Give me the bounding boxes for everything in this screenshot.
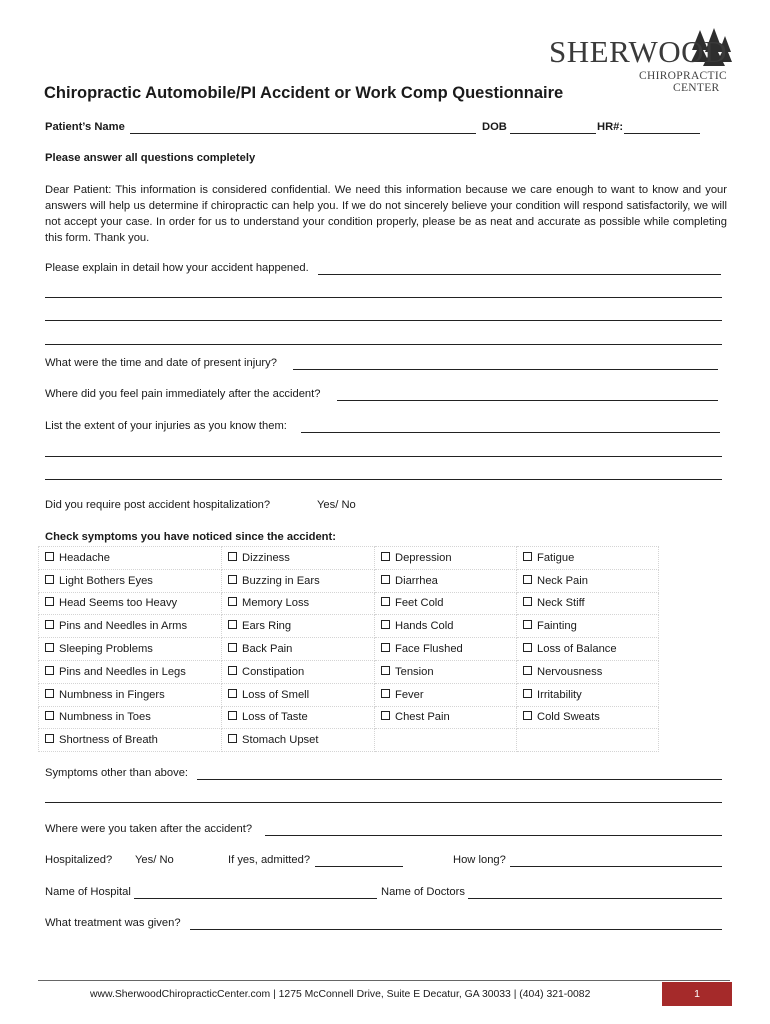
symptom-cell <box>39 729 222 752</box>
other-symptoms-field-line-2[interactable] <box>45 802 722 803</box>
symptom-cell <box>517 729 659 752</box>
symptom-cell <box>517 615 659 638</box>
symptom-cell <box>375 683 517 706</box>
symptom-row <box>39 729 659 752</box>
symptom-checkbox[interactable] <box>523 666 532 675</box>
page-number: 1 <box>662 982 732 1006</box>
extent-field-line-2[interactable] <box>45 456 722 457</box>
symptom-label: Light Bothers Eyes <box>59 574 153 587</box>
explain-field-line-2[interactable] <box>45 297 722 298</box>
symptom-cell <box>222 706 375 729</box>
symptom-cell <box>517 569 659 592</box>
symptoms-table <box>38 546 659 752</box>
page-title: Chiropractic Automobile/PI Accident or Work Comp Questionnaire <box>44 84 564 102</box>
symptom-label: Chest Pain <box>395 711 450 724</box>
treatment-label: What treatment was given? <box>45 917 181 929</box>
symptom-row <box>39 638 659 661</box>
symptom-row <box>39 683 659 706</box>
symptom-label: Tension <box>395 665 434 678</box>
symptom-label: Back Pain <box>242 643 293 656</box>
symptom-cell <box>517 706 659 729</box>
intro-paragraph: Dear Patient: This information is considered confidential. We need this information because we care enough to want to know and your answers will help us determine if chiropractic can help you. If we do not sincerely believe your condition will respond satisfactorily, we will not accept your case. In order for us to understand your condition properly, please be as neat and accurate as possible while completing this form. Thank you. <box>45 184 727 244</box>
doctors-field[interactable] <box>468 898 722 899</box>
symptom-label: Fainting <box>537 620 577 633</box>
symptom-label: Cold Sweats <box>537 711 600 724</box>
symptom-cell <box>375 569 517 592</box>
taken-field[interactable] <box>265 835 722 836</box>
doctors-label: Name of Doctors <box>381 886 465 898</box>
symptom-cell <box>375 592 517 615</box>
symptom-label: Pins and Needles in Legs <box>59 665 186 678</box>
symptom-label: Headache <box>59 551 111 564</box>
dob-label: DOB <box>482 121 507 133</box>
symptom-cell <box>222 683 375 706</box>
explain-field-line-3[interactable] <box>45 320 722 321</box>
symptom-checkbox[interactable] <box>381 666 390 675</box>
symptom-cell <box>39 547 222 570</box>
symptom-checkbox[interactable] <box>381 711 390 720</box>
symptom-label: Stomach Upset <box>242 734 319 747</box>
symptom-label: Sleeping Problems <box>59 643 153 656</box>
symptom-cell <box>517 683 659 706</box>
symptom-cell <box>517 547 659 570</box>
extent-field-line-3[interactable] <box>45 479 722 480</box>
treatment-field[interactable] <box>190 929 722 930</box>
symptom-cell <box>375 638 517 661</box>
admitted-label: If yes, admitted? <box>228 854 311 866</box>
symptom-checkbox[interactable] <box>381 552 390 561</box>
symptom-label: Memory Loss <box>242 597 310 610</box>
symptom-cell <box>375 706 517 729</box>
symptom-checkbox[interactable] <box>45 666 54 675</box>
symptom-checkbox[interactable] <box>523 643 532 652</box>
symptom-checkbox[interactable] <box>523 711 532 720</box>
time-date-label: What were the time and date of present injury? <box>45 357 277 369</box>
logo-subtitle-chiropractic: CHIROPRACTIC <box>639 70 727 82</box>
symptom-row <box>39 706 659 729</box>
symptom-checkbox[interactable] <box>228 575 237 584</box>
sherwood-logo <box>545 28 735 98</box>
symptom-cell <box>39 660 222 683</box>
symptom-checkbox[interactable] <box>45 597 54 606</box>
symptom-row <box>39 547 659 570</box>
hospital-name-field[interactable] <box>134 898 377 899</box>
symptom-cell <box>222 547 375 570</box>
symptom-checkbox[interactable] <box>228 666 237 675</box>
symptom-checkbox[interactable] <box>228 620 237 629</box>
patient-name-label: Patient’s Name <box>45 121 125 133</box>
symptom-checkbox[interactable] <box>523 689 532 698</box>
symptom-cell <box>39 706 222 729</box>
symptom-checkbox[interactable] <box>45 734 54 743</box>
symptom-label: Diarrhea <box>395 574 438 587</box>
symptom-checkbox[interactable] <box>381 620 390 629</box>
symptom-checkbox[interactable] <box>228 711 237 720</box>
symptom-cell <box>222 569 375 592</box>
symptom-label: Ears Ring <box>242 620 292 633</box>
footer-contact: www.SherwoodChiropracticCenter.com | 1275 McConnell Drive, Suite E Decatur, GA 30033 | (404) 321-0082 <box>90 989 591 1000</box>
symptom-label: Feet Cold <box>395 597 444 610</box>
symptom-label: Fever <box>395 688 424 701</box>
symptom-cell <box>39 569 222 592</box>
explain-label: Please explain in detail how your accident happened. <box>45 262 309 274</box>
symptom-label: Irritability <box>537 688 582 701</box>
hospitalized-yes-no[interactable]: Yes/ No <box>135 854 174 866</box>
symptom-cell <box>375 615 517 638</box>
symptom-checkbox[interactable] <box>45 689 54 698</box>
symptom-checkbox[interactable] <box>523 620 532 629</box>
instruction-text: Please answer all questions completely <box>45 152 256 164</box>
symptom-cell <box>222 729 375 752</box>
symptom-checkbox[interactable] <box>523 552 532 561</box>
symptom-label: Dizziness <box>242 551 290 564</box>
symptom-row <box>39 569 659 592</box>
symptom-checkbox[interactable] <box>381 575 390 584</box>
symptom-cell <box>517 592 659 615</box>
explain-field[interactable] <box>318 274 721 275</box>
other-symptoms-label: Symptoms other than above: <box>45 767 189 779</box>
symptom-checkbox[interactable] <box>228 597 237 606</box>
symptom-label: Neck Pain <box>537 574 588 587</box>
symptoms-heading: Check symptoms you have noticed since the accident: <box>45 531 336 543</box>
symptom-checkbox[interactable] <box>381 689 390 698</box>
symptom-label: Shortness of Breath <box>59 734 158 747</box>
symptom-checkbox[interactable] <box>228 643 237 652</box>
symptom-checkbox[interactable] <box>45 643 54 652</box>
symptom-row <box>39 592 659 615</box>
symptom-cell <box>39 638 222 661</box>
symptom-label: Loss of Taste <box>242 711 308 724</box>
explain-field-line-4[interactable] <box>45 344 722 345</box>
symptom-cell <box>222 660 375 683</box>
time-date-field[interactable] <box>293 369 718 370</box>
symptom-label: Loss of Smell <box>242 688 310 701</box>
symptom-cell <box>517 660 659 683</box>
symptom-label: Neck Stiff <box>537 597 585 610</box>
hospitalization-yes-no[interactable]: Yes/ No <box>317 499 356 511</box>
symptom-checkbox[interactable] <box>45 620 54 629</box>
symptom-row <box>39 615 659 638</box>
symptom-cell <box>222 638 375 661</box>
symptom-row <box>39 660 659 683</box>
symptom-cell <box>39 683 222 706</box>
pain-label: Where did you feel pain immediately after the accident? <box>45 388 321 400</box>
symptom-cell <box>375 660 517 683</box>
symptom-cell <box>222 592 375 615</box>
logo-wordmark: SHERWOOD <box>549 34 727 69</box>
symptom-cell <box>517 638 659 661</box>
other-symptoms-field[interactable] <box>197 779 722 780</box>
extent-label: List the extent of your injuries as you know them: <box>45 420 287 432</box>
symptom-cell <box>39 592 222 615</box>
symptom-label: Depression <box>395 551 452 564</box>
symptom-label: Face Flushed <box>395 643 463 656</box>
dob-field[interactable] <box>510 133 596 134</box>
symptom-checkbox[interactable] <box>381 597 390 606</box>
symptom-checkbox[interactable] <box>45 575 54 584</box>
symptom-checkbox[interactable] <box>45 552 54 561</box>
symptom-checkbox[interactable] <box>381 643 390 652</box>
symptom-checkbox[interactable] <box>228 689 237 698</box>
hr-field[interactable] <box>624 133 700 134</box>
how-long-field[interactable] <box>510 866 722 867</box>
symptom-label: Nervousness <box>537 665 603 678</box>
how-long-label: How long? <box>453 854 506 866</box>
symptom-cell <box>375 547 517 570</box>
symptom-label: Fatigue <box>537 551 575 564</box>
extent-field[interactable] <box>301 432 720 433</box>
symptom-label: Buzzing in Ears <box>242 574 320 587</box>
symptom-cell <box>375 729 517 752</box>
footer-divider <box>38 980 730 981</box>
symptom-checkbox[interactable] <box>523 597 532 606</box>
symptom-checkbox[interactable] <box>228 734 237 743</box>
symptom-label: Head Seems too Heavy <box>59 597 178 610</box>
patient-name-field[interactable] <box>130 133 476 134</box>
symptom-cell <box>222 615 375 638</box>
hr-label: HR#: <box>597 121 624 133</box>
admitted-field[interactable] <box>315 866 403 867</box>
symptom-checkbox[interactable] <box>228 552 237 561</box>
symptom-label: Loss of Balance <box>537 643 617 656</box>
hospitalized-label: Hospitalized? <box>45 854 113 866</box>
hospital-name-label: Name of Hospital <box>45 886 131 898</box>
pain-field[interactable] <box>337 400 718 401</box>
symptom-label: Numbness in Toes <box>59 711 151 724</box>
symptom-label: Numbness in Fingers <box>59 688 165 701</box>
symptom-cell <box>39 615 222 638</box>
symptom-label: Hands Cold <box>395 620 454 633</box>
symptom-checkbox[interactable] <box>45 711 54 720</box>
hospitalization-label: Did you require post accident hospitalization? <box>45 499 271 511</box>
symptom-label: Pins and Needles in Arms <box>59 620 188 633</box>
logo-subtitle-center: CENTER <box>673 82 720 94</box>
symptom-label: Constipation <box>242 665 305 678</box>
taken-label: Where were you taken after the accident? <box>45 823 253 835</box>
symptom-checkbox[interactable] <box>523 575 532 584</box>
